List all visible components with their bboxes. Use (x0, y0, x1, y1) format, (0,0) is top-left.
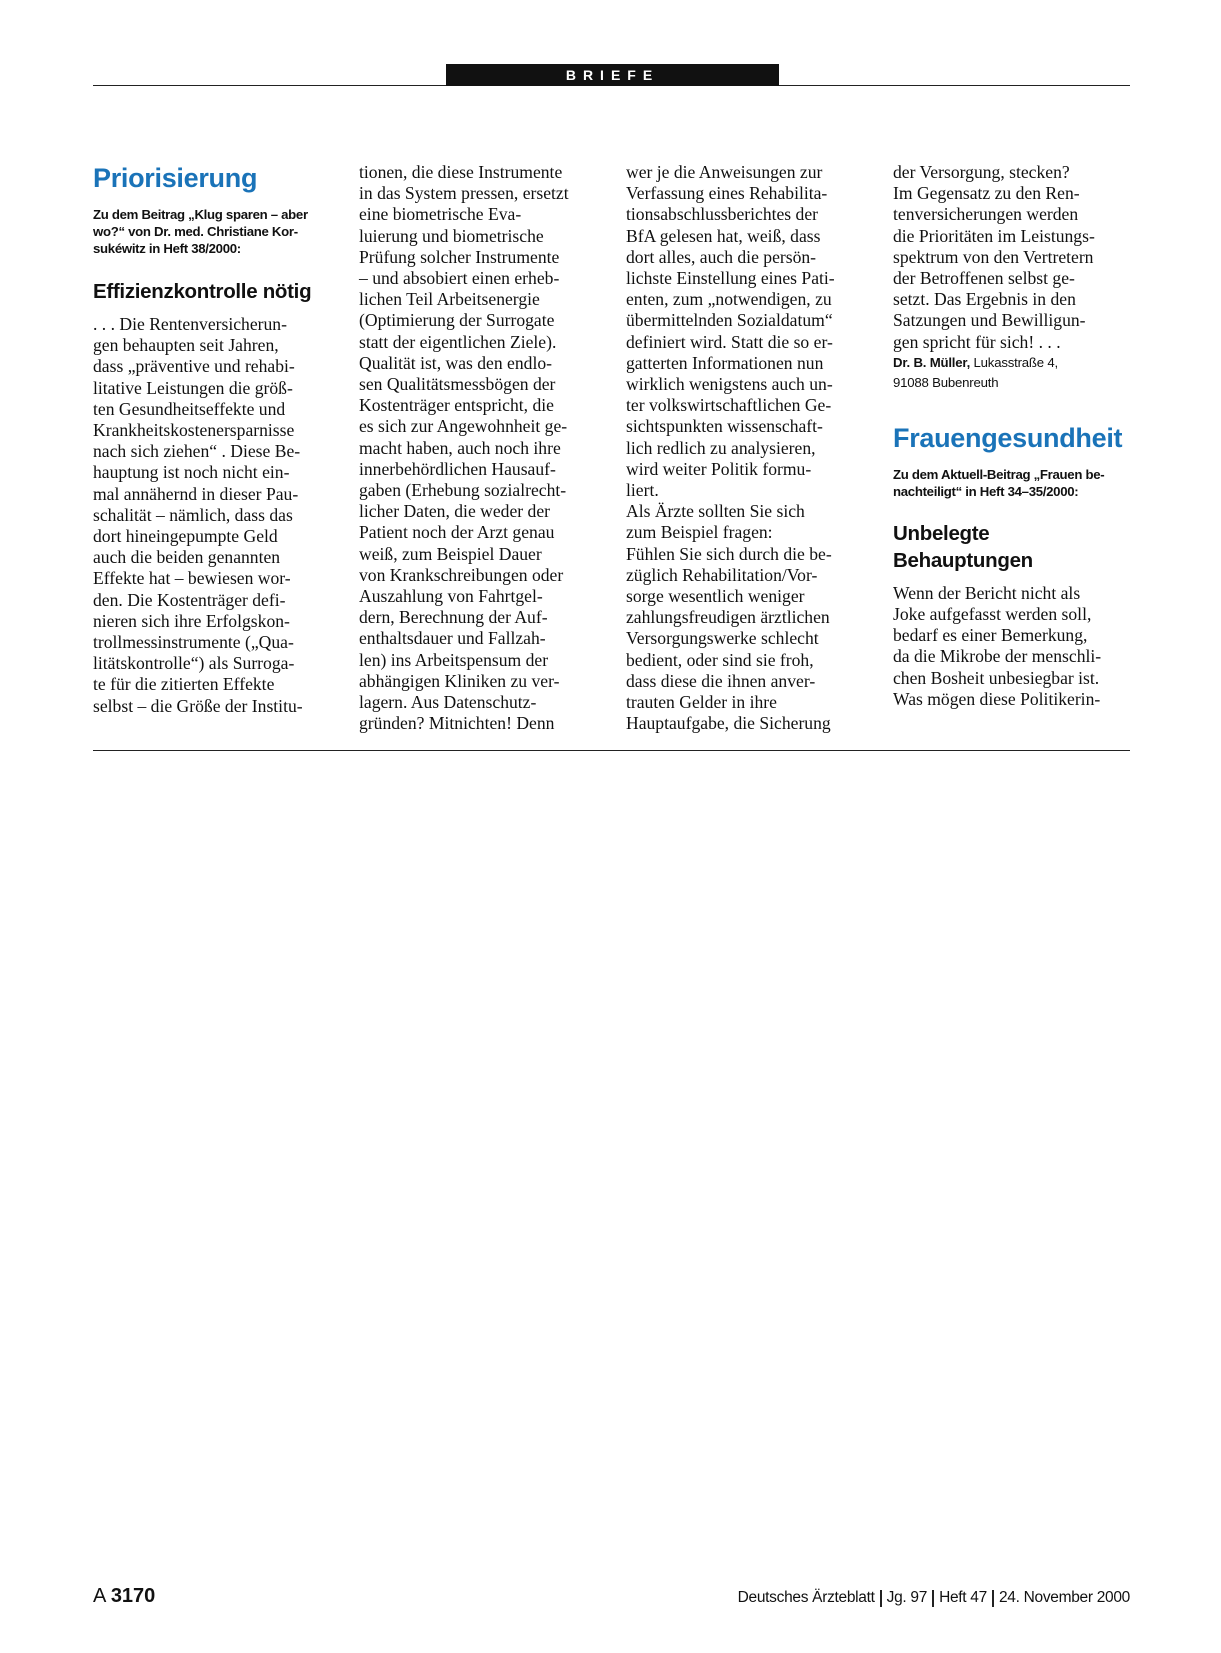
page-number (93, 1584, 155, 1608)
letter-body-part-3: wer je die Anweisungen zur Verfassung eines Rehabilita- tionsabschlussberichtes der BfA gelesen hat, weiß, dass dort alles, auch die persön- lichste Einstellung eines Pati- enten, zum „notwendigen, zu übermittelnden Sozialdatum“ definiert wird. Statt die so er- gatterten Informationen nun wirklich wenigstens auch un- ter volkswirtschaftlichen Ge- sichtspunkten wissenschaft- lich redlich zu analysieren, wird weiter Politik formu- liert. Als Ärzte sollten Sie sich zum Beispiel fragen: Fühlen Sie sich durch die be- züglich Rehabilitation/Vor- sorge wesentlich weniger zahlungsfreudigen ärztlichen Versorgungswerke schlecht bedient, oder sind sie froh, dass diese die ihnen anver- trauten Gelder in ihre Hauptaufgabe, die Sicherung (626, 162, 835, 734)
author-address: Lukasstraße 4, 91088 Bubenreuth (893, 354, 1058, 390)
journal-issue: Heft 47 (939, 1589, 987, 1606)
page-prefix: A (93, 1585, 106, 1607)
letter-subhead: Effizienzkontrolle nötig (93, 280, 312, 303)
journal-date: 24. November 2000 (998, 1589, 1130, 1606)
article-headline-2: Frauengesundheit (893, 422, 1123, 453)
column-3 (626, 162, 866, 734)
footer-separator (992, 1590, 994, 1607)
article-reference-2: Zu dem Aktuell-Beitrag „Frauen be- nachteiligt“ in Heft 34–35/2000: (893, 466, 1105, 499)
column-1 (93, 162, 333, 717)
letter-body-part-1: . . . Die Rentenversicherun- gen behaupten seit Jahren, dass „präventive und rehabi- litative Leistungen die größ- ten Gesundheitseffekte und Krankheitskostenersparnisse nach sich ziehen“ . Diese Be- hauptung ist noch nicht ein- mal annähernd in dieser Pau- schalität – nämlich, dass das dort hineingepumpte Geld auch die beiden genannten Effekte hat – bewiesen wor- den. Die Kostenträger defi- nieren sich ihre Erfolgskon- trollmessinstrumente („Qua- litätskontrolle“) als Surroga- te für die zitierten Effekte selbst – die Größe der Institu- (93, 314, 303, 716)
page-number-value: 3170 (110, 1585, 156, 1607)
article-headline: Priorisierung (93, 163, 258, 193)
footer-separator (880, 1590, 882, 1607)
footer-separator (932, 1590, 934, 1607)
letter-body-2: Wenn der Bericht nicht als Joke aufgefasst werden soll, bedarf es einer Bemerkung, da die Mikrobe der menschli- chen Bosheit unbesiegbar ist. Was mögen diese Politikerin- (893, 582, 1102, 709)
footer-citation (738, 1588, 1130, 1608)
letter-subhead-2: Unbelegte Behauptungen (893, 521, 1033, 572)
journal-name: Deutsches Ärzteblatt (737, 1589, 875, 1606)
columns-bottom-rule (93, 750, 1130, 751)
journal-volume: Jg. 97 (886, 1589, 928, 1606)
letter-body-part-2: tionen, die diese Instrumente in das System pressen, ersetzt eine biometrische Eva- luierung und biometrische Prüfung solcher Instrumente – und absobiert einen erheb- lichen Teil Arbeitsenergie (Optimierung der Surrogate statt der eigentlichen Ziele). Qualität ist, was den endlo- sen Qualitätsmessbögen der Kostenträger entspricht, die es sich zur Angewohnheit ge- macht haben, auch noch ihre innerbehördlichen Hausauf- gaben (Erhebung sozialrecht- licher Daten, die weder der Patient noch der Arzt genau weiß, zum Beispiel Dauer von Krankschreibungen oder Auszahlung von Fahrtgel- dern, Berechnung der Auf- enthaltsdauer und Fallzah- len) ins Arbeitspensum der abhängigen Kliniken zu ver- lagern. Aus Datenschutz- gründen? Mitnichten! Denn (359, 162, 569, 734)
column-2 (359, 162, 599, 734)
author-name: Dr. B. Müller, (893, 354, 971, 370)
column-4 (893, 162, 1133, 710)
article-reference: Zu dem Beitrag „Klug sparen – aber wo?“ von Dr. med. Christiane Kor- sukéwitz in Heft 38/2000: (93, 207, 308, 256)
section-label: BRIEFE (446, 64, 779, 86)
author-signature (893, 353, 1133, 393)
letter-body-part-4: der Versorgung, stecken? Im Gegensatz zu den Ren- tenversicherungen werden die Prioritäten im Leistungs- spektrum von den Vertretern der Betroffenen selbst ge- setzt. Das Ergebnis in den Satzungen und Bewilligun- gen spricht für sich! . . . (893, 162, 1095, 352)
